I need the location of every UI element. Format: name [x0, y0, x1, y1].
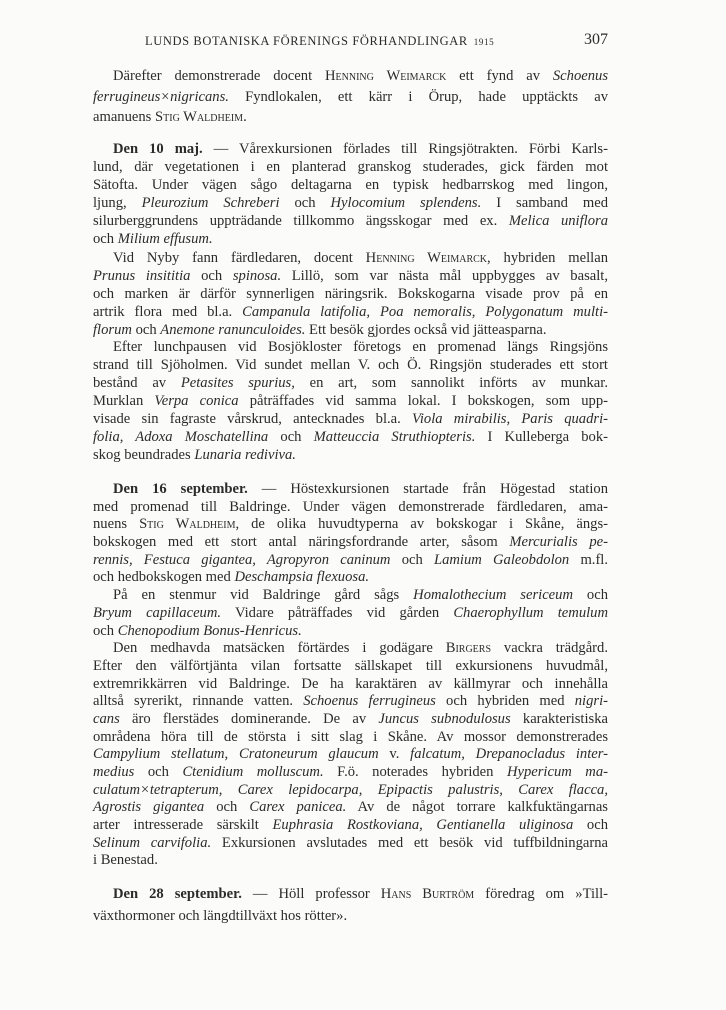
species-name: Deschampsia flexuosa.	[234, 569, 370, 586]
text-line	[93, 230, 608, 248]
text-run: arter intresserade särskilt	[93, 817, 273, 834]
species-name: Prunus insititia	[93, 267, 191, 284]
text-run: Efter den välförtjänta vilan fortsatte sällskapet till exkursionens huvudmål,	[93, 657, 608, 674]
text-line	[93, 799, 608, 817]
species-name: culatum×tetrapterum, Carex lepidocarpa, Epipactis palustris, Carex flacca,	[93, 781, 608, 798]
page-number: 307	[584, 31, 608, 48]
text-line	[93, 194, 608, 212]
species-name: florum	[93, 321, 132, 338]
person-name: Birgers	[445, 640, 492, 657]
text-run: i Benestad.	[93, 852, 158, 869]
text-line	[93, 176, 608, 194]
text-line	[93, 764, 608, 782]
text-line	[93, 393, 608, 411]
species-name: Schoenus	[552, 68, 608, 84]
text-line	[93, 212, 608, 230]
text-line	[93, 304, 608, 322]
text-line	[93, 66, 608, 87]
section-16-september	[93, 481, 608, 870]
species-name: Ctenidium molluscum.	[182, 764, 324, 780]
species-name: Petasites spurius,	[180, 375, 295, 392]
text-run: och marken är därför synnerligen näringsrik. Bokskogarna visade prov på en	[93, 285, 608, 302]
text-run: alltså syrerikt, rinnande vatten.	[93, 693, 304, 710]
species-name: Viola mirabilis, Paris quadri-	[412, 411, 608, 428]
person-name: Henning Weimarck	[365, 250, 488, 266]
text-line	[93, 516, 608, 534]
species-name: Campanula latifolia, Poa nemoralis, Polygonatum multi-	[242, 303, 608, 320]
text-run: och	[279, 195, 331, 211]
text-run: föredrag om »Till-	[474, 886, 608, 902]
text-run: .	[243, 109, 247, 125]
species-name: folia, Adoxa Moschatellina	[93, 428, 269, 445]
journal-title: LUNDS BOTANISKA FÖRENINGS FÖRHANDLINGAR	[145, 34, 468, 48]
text-run: påträffades vid samma lokal. I bokskogen, som upp-	[238, 393, 608, 410]
text-line	[93, 884, 608, 906]
species-name: Agrostis gigantea	[93, 799, 205, 816]
person-name: Henning Weimarck	[324, 68, 447, 84]
species-name: ferrugineus×nigricans.	[93, 88, 229, 105]
text-run: äro flerstädes dominerande. De av	[119, 710, 379, 727]
text-line	[93, 375, 608, 393]
species-name: Milium effusum.	[117, 231, 213, 247]
species-name: Melica uniflora	[508, 213, 608, 229]
text-line	[93, 339, 608, 357]
text-run: skog beundrades	[93, 446, 195, 463]
text-line	[93, 447, 608, 465]
species-name: Anemone ranunculoides.	[160, 321, 306, 338]
text-run: F.ö. noterades hybriden	[323, 764, 507, 780]
text-line	[93, 658, 608, 676]
text-line	[93, 499, 608, 517]
text-run: Ett besök gjordes också vid jätteasparna.	[305, 321, 547, 338]
text-line	[93, 605, 608, 623]
species-name: Pleurozium Schreberi	[141, 195, 280, 211]
species-name: Euphrasia Rostkoviana, Gentianella uliginosa	[272, 817, 574, 834]
text-run: och hybriden med	[435, 693, 575, 710]
text-run: Sätofta. Under vägen sågo deltagarna en typisk hedbarrskog med lingon,	[93, 177, 608, 193]
text-run: strand till Sjöholmen. Vid sundet mellan V. och Ö. Ringsjön studerades ett stort	[93, 357, 608, 374]
species-name: Chenopodium Bonus-Henricus.	[117, 622, 302, 639]
person-name: Stig Waldheim	[139, 516, 236, 533]
text-run: och	[134, 764, 183, 780]
text-run: — Vårexkursionen förlades till Ringsjötrakten. Förbi Karls-	[202, 141, 608, 157]
species-name: Lunaria rediviva.	[194, 446, 296, 463]
text-line	[93, 729, 608, 747]
paragraph	[93, 66, 608, 128]
species-name: Homalothecium sericeum	[413, 587, 573, 604]
text-run: , hybriden mellan	[487, 250, 608, 266]
text-line	[93, 817, 608, 835]
text-run: och	[573, 817, 608, 834]
text-run: med promenad till Baldringe. Under vägen demonstrerade färdledaren, ama-	[93, 498, 608, 515]
text-run: Murklan	[93, 393, 155, 410]
text-run: och	[93, 622, 118, 639]
paragraph	[93, 339, 608, 464]
text-run: På en stenmur vid Baldringe gård sågs	[113, 587, 414, 604]
text-run: lund, där vegetationen i en planterad granskog studerades, gick färden mot	[93, 159, 608, 175]
text-run: Vid Nyby fann färdledaren, docent	[113, 250, 366, 266]
text-line	[93, 676, 608, 694]
text-run: en art, som sannolikt införts av munkar.	[294, 375, 608, 392]
text-run: och	[390, 551, 434, 568]
species-name: Selinum carvifolia.	[93, 834, 212, 851]
paragraph	[93, 140, 608, 248]
species-name: Schoenus ferrugineus	[303, 693, 436, 710]
species-name: falcatum, Drepanocladus inter-	[410, 746, 608, 763]
text-run: områdena höra till de största i sitt slag i Skåne. Av mossor demonstrerades	[93, 728, 608, 745]
text-run: m.fl.	[569, 551, 609, 568]
text-run: v.	[378, 746, 411, 763]
text-run: — Höstexkursionen startade från Högestad station	[247, 481, 608, 497]
text-line	[93, 782, 608, 800]
text-run: Vidare påträffades vid gården	[221, 604, 454, 621]
text-run: Av de något torrare kalkfuktängarnas	[346, 799, 608, 816]
text-line	[93, 140, 608, 158]
text-run: silurberggrundens uppträdande tillkommo ängsskogar med ex.	[93, 213, 509, 229]
text-run: ljung,	[93, 195, 142, 211]
running-header	[145, 34, 494, 49]
section-28-september	[93, 884, 608, 927]
text-run: Efter lunchpausen vid Bosjökloster företogs en promenad längs Ringsjöns	[113, 339, 608, 356]
paragraph	[93, 884, 608, 927]
paragraph	[93, 481, 608, 587]
text-line	[93, 286, 608, 304]
species-name: Carex panicea.	[249, 799, 347, 816]
paragraph	[93, 250, 608, 339]
date-heading: Den 10 maj.	[113, 141, 203, 157]
text-run: Fyndlokalen, ett kärr i Örup, hade upptäckts av	[228, 88, 608, 105]
species-name: Juncus subnodulosus	[378, 710, 511, 727]
text-run: ett fynd av	[446, 68, 553, 84]
text-run: och	[131, 321, 161, 338]
text-run: bestånd av	[93, 375, 181, 392]
species-name: Lamium Galeobdolon	[433, 551, 570, 568]
species-name: Chaerophyllum temulum	[453, 604, 609, 621]
text-line	[93, 107, 608, 128]
text-line	[93, 711, 608, 729]
text-run: och	[204, 799, 250, 816]
species-name: Mercurialis pe-	[509, 534, 609, 551]
text-line	[93, 268, 608, 286]
section-10-maj-continued	[93, 250, 608, 465]
text-run: Därefter demonstrerade docent	[113, 68, 325, 84]
species-name: medius	[93, 764, 135, 780]
section-weimarck-find	[93, 66, 608, 128]
text-run: , de olika huvudtyperna av bokskogar i Skåne, ängs-	[235, 516, 608, 533]
text-line	[93, 623, 608, 641]
species-name: Bryum capillaceum.	[93, 604, 222, 621]
text-run: amanuens	[93, 109, 156, 125]
text-run: bokskogen med ett stort antal näringsfordrande arter, såsom	[93, 534, 510, 551]
text-run: extremrikkärren vid Baldringe. De ha karaktären av källmyrar och innehålla	[93, 675, 608, 692]
species-name: nigri-	[574, 693, 608, 710]
text-line	[93, 640, 608, 658]
text-run: I samband med	[481, 195, 609, 211]
species-name: Hylocomium splendens.	[330, 195, 482, 211]
text-run: karakteristiska	[510, 710, 608, 727]
journal-year: 1915	[473, 37, 495, 47]
text-line	[93, 411, 608, 429]
species-name: Hypericum ma-	[506, 764, 608, 780]
text-run: I Kulleberga bok-	[475, 428, 609, 445]
species-name: spinosa.	[232, 267, 282, 284]
text-line	[93, 852, 608, 870]
text-line	[93, 835, 608, 853]
text-line	[93, 87, 608, 108]
species-name: Campylium stellatum, Cratoneurum glaucum	[93, 746, 379, 763]
text-run: och	[93, 231, 118, 247]
person-name: Hans Burtröm	[380, 886, 475, 902]
text-run: Den medhavda matsäcken förtärdes i godägare	[113, 640, 446, 657]
paragraph	[93, 587, 608, 640]
text-run: och hedbokskogen med	[93, 569, 235, 586]
text-run: Exkursionen avslutades med ett besök vid tuffbildningarna	[211, 834, 608, 851]
paragraph	[93, 640, 608, 870]
section-10-maj	[93, 140, 608, 248]
text-run: vackra trädgård.	[491, 640, 608, 657]
text-run: Lillö, som var nästa mål uppbygges av basalt,	[281, 267, 608, 284]
text-line	[93, 322, 608, 340]
text-run: och	[573, 587, 608, 604]
text-line	[93, 429, 608, 447]
text-line	[93, 693, 608, 711]
species-name: cans	[93, 710, 120, 727]
text-run: nuens	[93, 516, 140, 533]
text-run: och	[190, 267, 233, 284]
text-line	[93, 587, 608, 605]
date-heading: Den 16 september.	[113, 481, 248, 497]
text-line	[93, 357, 608, 375]
text-run: — Höll professor	[241, 886, 381, 902]
text-line	[93, 746, 608, 764]
text-line	[93, 158, 608, 176]
species-name: rennis, Festuca gigantea, Agropyron caninum	[93, 551, 391, 568]
species-name: Verpa conica	[154, 393, 239, 410]
text-line	[93, 569, 608, 587]
text-line	[93, 906, 608, 928]
date-heading: Den 28 september.	[113, 886, 242, 902]
species-name: Matteuccia Struthiopteris.	[313, 428, 476, 445]
text-run: artrik flora med bl.a.	[93, 303, 243, 320]
text-line	[93, 534, 608, 552]
text-run: växthormoner och längdtillväxt hos rötter».	[93, 907, 348, 924]
text-run: visade sin fagraste vårskrud, antecknades bl.a.	[93, 411, 413, 428]
text-line	[93, 250, 608, 268]
text-line	[93, 552, 608, 570]
text-line	[93, 481, 608, 499]
text-run: och	[268, 428, 314, 445]
person-name: Stig Waldheim	[155, 109, 244, 125]
